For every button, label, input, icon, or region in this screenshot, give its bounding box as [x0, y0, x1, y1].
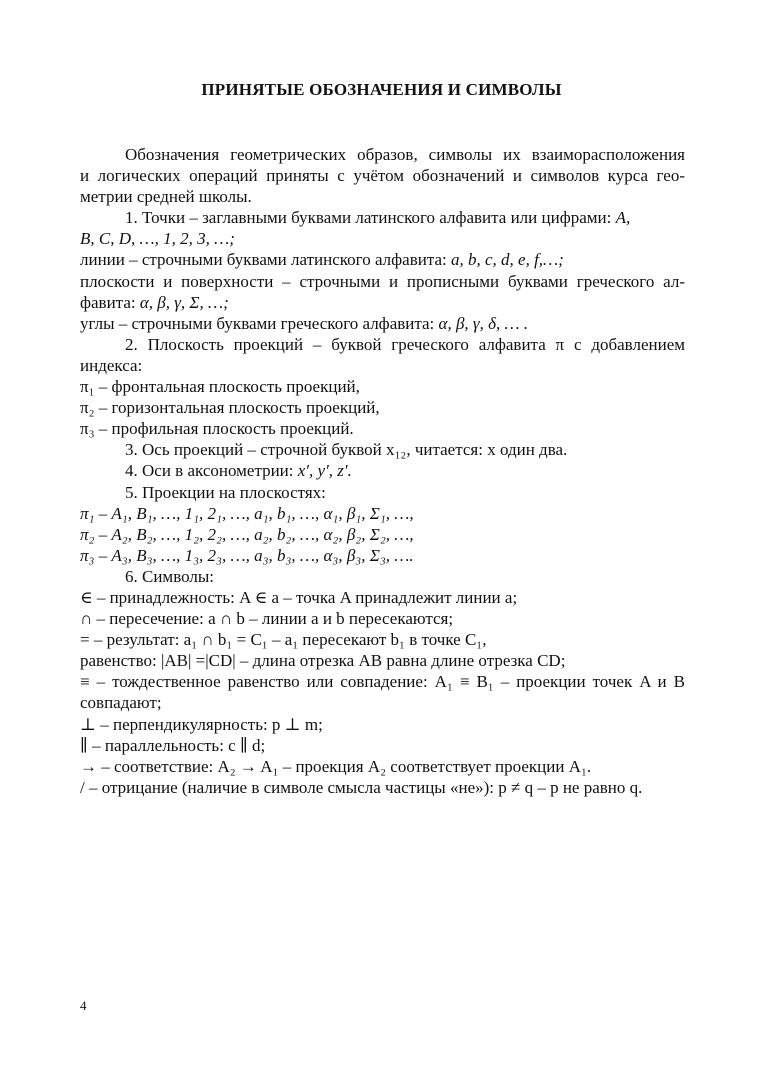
- item-2-line-2: индекса:: [80, 355, 143, 375]
- symbol-intersection: ∩ – пересечение: a ∩ b – линии a и b пересекаются;: [80, 609, 454, 629]
- item-3: 3. Ось проекций – строчной буквой x₁₂, читается: x один два.: [125, 440, 568, 460]
- item-1-text: 1. Точки – заглавными буквами латинского алфавита или цифрами:: [125, 208, 616, 228]
- item-1-line-2: [80, 228, 685, 249]
- planes-line-2: [80, 292, 685, 313]
- symbol-identity-line-2: совпадают;: [80, 693, 162, 713]
- angles-symbols: α, β, γ, δ, … .: [438, 313, 529, 333]
- item-4-text: 4. Оси в аксонометрии:: [125, 461, 298, 481]
- intro-line-1: Обозначения геометрических образов, символы их взаиморасположения: [125, 145, 685, 164]
- projection-line-1: π₁ – A₁, B₁, …, 1₁, 2₁, …, a₁, b₁, …, α₁, β₁, Σ₁, …,: [80, 503, 414, 523]
- item-5: 5. Проекции на плоскостях:: [125, 482, 326, 502]
- planes-text: фавита:: [80, 292, 140, 312]
- plane-pi3: π₃ – профильная плоскость проекций.: [80, 419, 354, 439]
- lines-line: [80, 249, 685, 270]
- page-title: ПРИНЯТЫЕ ОБОЗНАЧЕНИЯ И СИМВОЛЫ: [201, 80, 562, 99]
- projection-line-3: π₃ – A₃, B₃, …, 1₃, 2₃, …, a₃, b₃, …, α₃, β₃, Σ₃, ….: [80, 545, 414, 565]
- symbol-membership: ∈ – принадлежность: A ∈ a – точка A принадлежит линии a;: [80, 587, 518, 607]
- lines-symbols: a, b, c, d, e, f,…;: [450, 250, 564, 270]
- plane-pi2: π₂ – горизонтальная плоскость проекций,: [80, 398, 380, 418]
- lines-text: линии – строчными буквами латинского алфавита:: [80, 250, 451, 270]
- symbol-identity-line-1: ≡ – тождественное равенство или совпадение: A₁ ≡ B₁ – проекции точек A и B: [80, 672, 685, 692]
- symbol-equality: равенство: |AB| =|CD| – длина отрезка AB равна длине отрезка CD;: [80, 651, 566, 671]
- projection-line-2: π₂ – A₂, B₂, …, 1₂, 2₂, …, a₂, b₂, …, α₂, β₂, Σ₂, …,: [80, 524, 414, 544]
- symbol-perpendicular: ⊥ – перпендикулярность: p ⊥ m;: [80, 714, 323, 734]
- symbol-result: = – результат: a₁ ∩ b₁ = C₁ – a₁ пересекают b₁ в точке C₁,: [80, 630, 487, 650]
- angles-text: углы – строчными буквами греческого алфавита:: [80, 313, 439, 333]
- item-4-symbols: x′, y′, z′.: [297, 461, 352, 481]
- symbol-correspondence: → – соответствие: A₂ → A₁ – проекция A₂ соответствует проекции A₁.: [80, 756, 592, 776]
- item-1-symbols: A,: [615, 208, 631, 228]
- item-6: 6. Символы:: [125, 566, 215, 586]
- item-1-symbols-cont: B, C, D, …, 1, 2, 3, …;: [80, 229, 235, 249]
- item-2-line-1: 2. Плоскость проекций – буквой греческого алфавита π с добавлением: [125, 334, 685, 354]
- intro-line-2: и логических операций приняты с учётом обозначений и символов курса гео-: [80, 166, 685, 186]
- angles-line: [80, 313, 685, 334]
- symbol-negation: / – отрицание (наличие в символе смысла частицы «не»): p ≠ q – p не равно q.: [80, 777, 643, 797]
- planes-symbols: α, β, γ, Σ, …;: [139, 292, 229, 312]
- planes-line-1: плоскости и поверхности – строчными и прописными буквами греческого ал-: [80, 271, 685, 291]
- page-number: 4: [80, 998, 87, 1013]
- item-1-line-1: [80, 207, 685, 228]
- plane-pi1: π₁ – фронтальная плоскость проекций,: [80, 377, 360, 397]
- item-4: [80, 460, 685, 481]
- intro-line-3: метрии средней школы.: [80, 187, 252, 207]
- symbol-parallel: ∥ – параллельность: c ∥ d;: [80, 735, 266, 755]
- document-body: [80, 144, 685, 798]
